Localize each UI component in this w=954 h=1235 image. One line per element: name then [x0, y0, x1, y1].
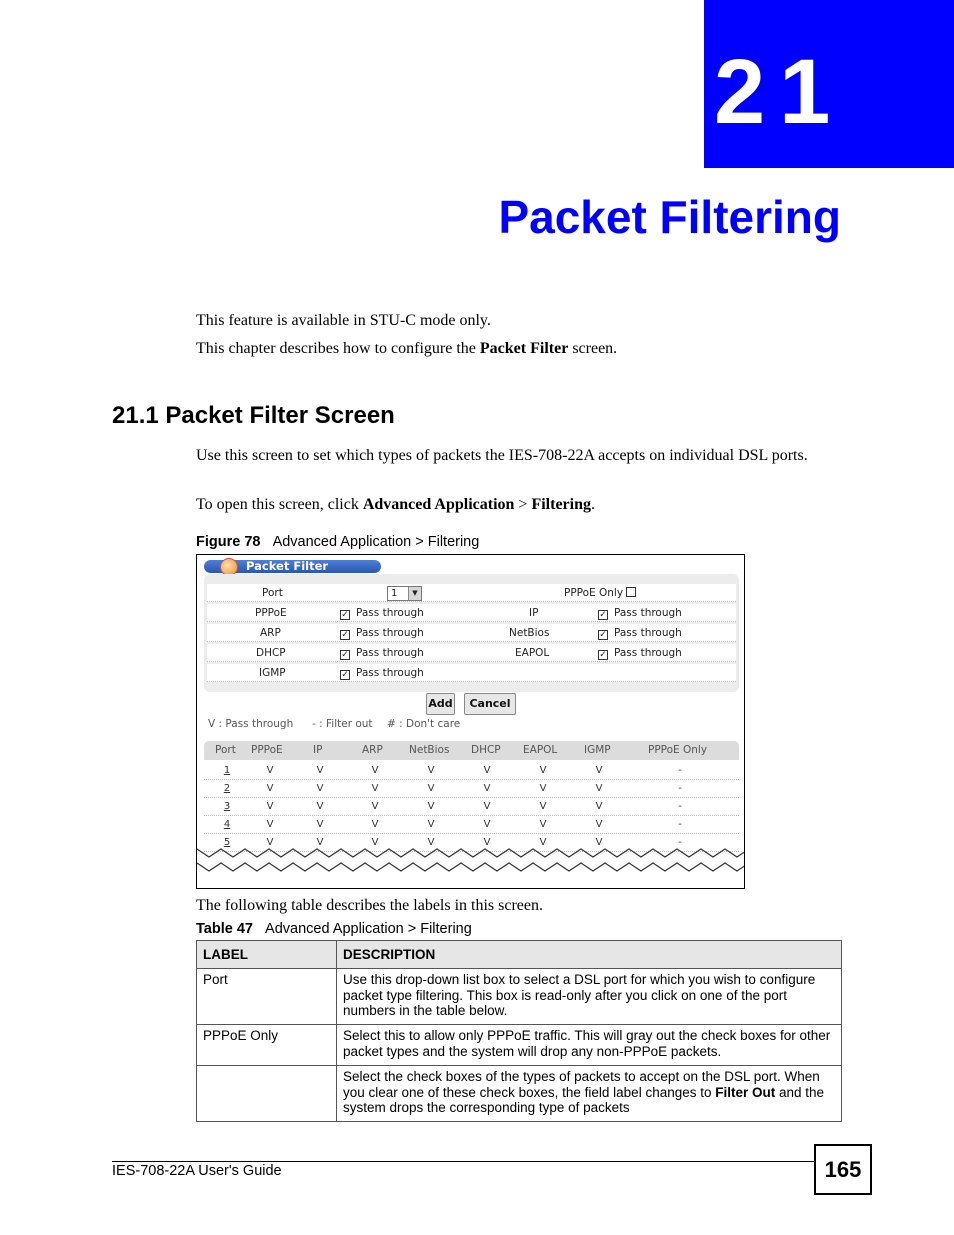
table-cell: V [483, 837, 491, 848]
table-cell: V [371, 801, 379, 812]
port-row [207, 584, 736, 602]
add-button[interactable]: Add [426, 693, 455, 715]
table-cell: V [371, 765, 379, 776]
filter-label: NetBios [509, 627, 550, 639]
filter-option: ✓ Pass through [599, 607, 682, 620]
pppoe-only-checkbox[interactable] [626, 587, 636, 597]
filter-label: IP [529, 607, 539, 619]
table-cell: V [483, 819, 491, 830]
column-header: IP [313, 744, 323, 756]
row-label: Port [197, 969, 337, 1025]
table-cell: V [371, 783, 379, 794]
table-row [197, 1025, 842, 1066]
table-row [204, 780, 739, 798]
row-label [197, 1066, 337, 1122]
filter-checkbox[interactable]: ✓ [341, 610, 349, 620]
table-caption: Table 47 Advanced Application > Filtering [196, 921, 472, 937]
row-description: Select this to allow only PPPoE traffic. This will gray out the check boxes for other packet types and the system will drop any non-PPPoE packets. [337, 1025, 842, 1066]
table-cell: V [595, 801, 603, 812]
column-header-description: DESCRIPTION [337, 941, 842, 969]
row-description: Use this drop-down list box to select a DSL port for which you wish to configure packet type filtering. This box is read-only after you click on one of the port numbers in the table below. [337, 969, 842, 1025]
table-intro: The following table describes the labels in this screen. [196, 897, 544, 914]
table-cell: - [678, 801, 682, 812]
filter-label: PPPoE [255, 607, 287, 619]
table-cell: V [316, 801, 324, 812]
table-cell: V [427, 783, 435, 794]
column-header: NetBios [409, 744, 450, 756]
banner-title: Packet Filter [246, 559, 329, 573]
table-cell: V [427, 765, 435, 776]
port-link[interactable]: 1 [223, 765, 231, 776]
filter-option: ✓ Pass through [341, 667, 424, 680]
table-cell: V [427, 837, 435, 848]
torn-edge-wave [197, 845, 745, 875]
label-description-table [196, 940, 842, 1122]
chapter-title: Packet Filtering [498, 191, 841, 243]
table-cell: V [539, 819, 547, 830]
table-cell: V [427, 801, 435, 812]
legend-filter: - : Filter out [312, 718, 373, 730]
table-cell: V [316, 837, 324, 848]
intro-paragraph-2: This chapter describes how to configure the Packet Filter screen. [196, 340, 618, 357]
filter-label: IGMP [259, 667, 286, 679]
filter-row [207, 664, 736, 682]
packet-filter-screenshot [196, 554, 745, 889]
legend-pass: V : Pass through [208, 718, 294, 730]
page-number: 165 [814, 1144, 872, 1195]
table-row [204, 816, 739, 834]
filter-option: ✓ Pass through [599, 627, 682, 640]
section-paragraph-2: To open this screen, click Advanced Application > Filtering. [196, 496, 595, 513]
figure-caption: Figure 78 Advanced Application > Filtering [196, 534, 480, 550]
filter-checkbox[interactable]: ✓ [599, 630, 607, 640]
port-link[interactable]: 5 [223, 837, 231, 848]
table-cell: V [595, 765, 603, 776]
filter-row [207, 604, 736, 622]
filter-checkbox[interactable]: ✓ [599, 650, 607, 660]
filter-row [207, 644, 736, 662]
table-row [197, 969, 842, 1025]
filter-checkbox[interactable]: ✓ [341, 670, 349, 680]
filter-settings-panel [204, 574, 739, 692]
table-cell: V [483, 801, 491, 812]
port-link[interactable]: 2 [223, 783, 231, 794]
table-cell: V [316, 765, 324, 776]
legend-dont-care: # : Don't care [387, 718, 461, 730]
column-header: Port [215, 744, 236, 756]
table-row [204, 798, 739, 816]
column-header: PPPoE [251, 744, 283, 756]
table-row [204, 762, 739, 780]
table-cell: V [539, 801, 547, 812]
table-cell: V [539, 837, 547, 848]
section-heading: 21.1 Packet Filter Screen [112, 402, 395, 429]
table-cell: - [678, 819, 682, 830]
footer-guide-title: IES-708-22A User's Guide [112, 1163, 282, 1179]
table-cell: V [371, 837, 379, 848]
port-link[interactable]: 4 [223, 819, 231, 830]
table-cell: - [678, 837, 682, 848]
table-cell: V [539, 783, 547, 794]
filter-row [207, 624, 736, 642]
filter-checkbox[interactable]: ✓ [341, 650, 349, 660]
filter-option: ✓ Pass through [599, 647, 682, 660]
column-header: EAPOL [523, 744, 558, 756]
table-cell: - [678, 765, 682, 776]
table-cell: V [483, 765, 491, 776]
filter-checkbox[interactable]: ✓ [341, 630, 349, 640]
port-label: Port [262, 587, 283, 599]
table-cell: V [266, 801, 274, 812]
chapter-number: 21 [714, 41, 845, 143]
port-select[interactable]: 1 ▼ [387, 586, 422, 601]
table-cell: V [595, 783, 603, 794]
table-row [197, 1066, 842, 1122]
table-cell: V [266, 783, 274, 794]
chevron-down-icon: ▼ [408, 587, 421, 600]
table-cell: V [371, 819, 379, 830]
filter-option: ✓ Pass through [341, 627, 424, 640]
table-cell: V [483, 783, 491, 794]
chapter-number-box [704, 0, 954, 168]
table-cell: V [595, 837, 603, 848]
filter-option: ✓ Pass through [341, 647, 424, 660]
column-header: ARP [362, 744, 383, 756]
column-header: IGMP [584, 744, 611, 756]
table-cell: V [316, 819, 324, 830]
port-table-header [204, 741, 739, 760]
column-header: PPPoE Only [648, 744, 708, 756]
filter-label: EAPOL [515, 647, 550, 659]
cancel-button[interactable]: Cancel [464, 693, 516, 715]
section-paragraph-1: Use this screen to set which types of packets the IES-708-22A accepts on individual DSL ports. [196, 447, 808, 464]
row-label: PPPoE Only [197, 1025, 337, 1066]
column-header-label: LABEL [197, 941, 337, 969]
column-header: DHCP [471, 744, 501, 756]
pppoe-only-label: PPPoE Only [564, 584, 642, 602]
table-cell: V [427, 819, 435, 830]
table-cell: V [266, 819, 274, 830]
intro-paragraph-1: This feature is available in STU-C mode only. [196, 312, 491, 329]
table-cell: V [595, 819, 603, 830]
row-description: Select the check boxes of the types of packets to accept on the DSL port. When you clear one of these check boxes, the field label changes to Filter Out and the system drops the corresponding type of packets [337, 1066, 842, 1122]
table-cell: V [316, 783, 324, 794]
filter-option: ✓ Pass through [341, 607, 424, 620]
table-cell: V [266, 765, 274, 776]
table-cell: - [678, 783, 682, 794]
filter-label: DHCP [256, 647, 286, 659]
table-cell: V [266, 837, 274, 848]
port-link[interactable]: 3 [223, 801, 231, 812]
table-cell: V [539, 765, 547, 776]
filter-label: ARP [260, 627, 281, 639]
filter-checkbox[interactable]: ✓ [599, 610, 607, 620]
packet-filter-banner [204, 560, 381, 573]
